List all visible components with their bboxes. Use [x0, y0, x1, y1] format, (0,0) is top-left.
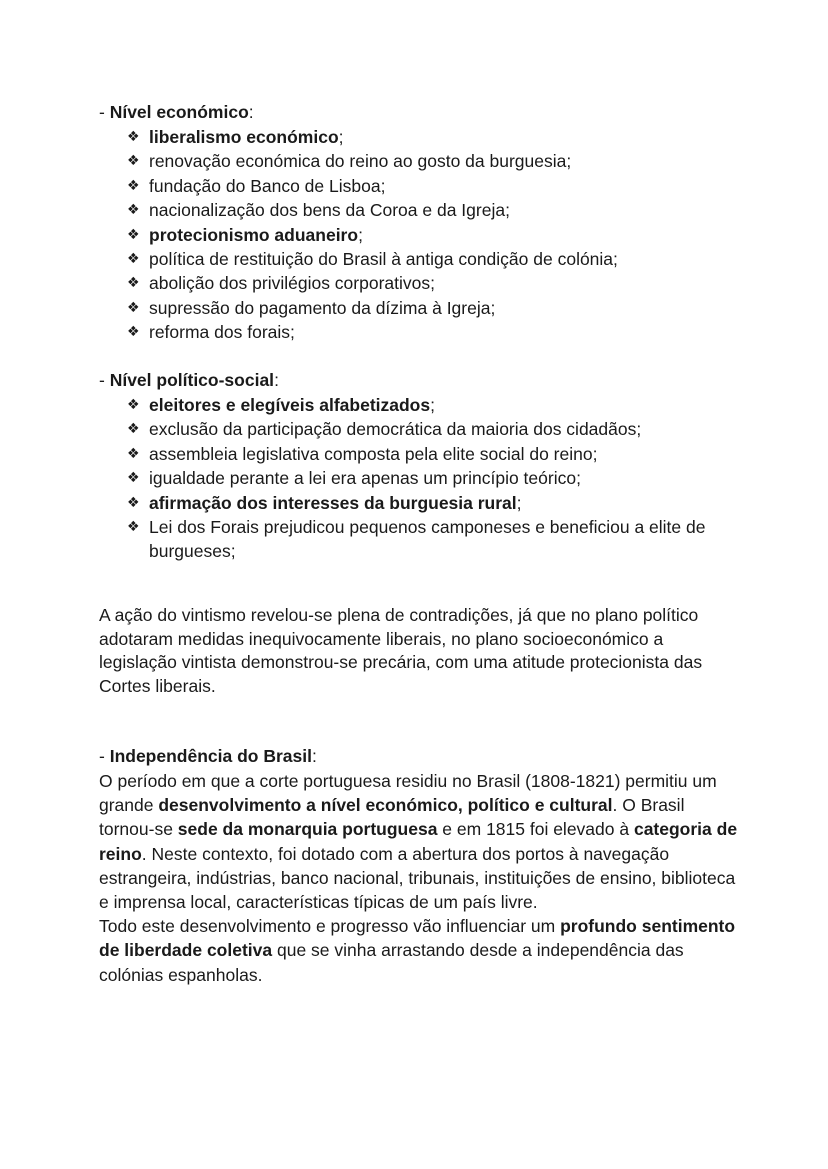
text-run: ;	[430, 395, 435, 415]
heading-prefix: -	[99, 102, 110, 122]
text-run: ;	[358, 224, 363, 245]
list-item	[127, 149, 737, 173]
diamond-bullet-icon: ❖	[127, 275, 140, 292]
diamond-bullet-icon: ❖	[127, 519, 140, 536]
diamond-bullet-icon: ❖	[127, 153, 140, 170]
bold-run: protecionismo aduaneiro	[149, 224, 359, 245]
heading-text: Nível económico	[109, 102, 249, 122]
bold-run: afirmação dos interesses da burguesia rural	[149, 492, 517, 513]
bold-run: sede da monarquia portuguesa	[177, 819, 438, 840]
list-item	[127, 417, 737, 441]
list-item-text	[149, 127, 344, 147]
diamond-bullet-icon: ❖	[127, 470, 140, 487]
text-run: O período em que a corte portuguesa residiu no Brasil (1808-1821) permitiu um grande	[99, 771, 717, 816]
list-item	[127, 442, 737, 466]
list-item	[127, 125, 737, 149]
list-item-text	[149, 273, 435, 293]
list-nivel-politico-social	[127, 393, 737, 564]
list-item-text	[149, 151, 571, 171]
diamond-bullet-icon: ❖	[127, 421, 140, 438]
diamond-bullet-icon: ❖	[127, 445, 140, 462]
heading-suffix: :	[274, 370, 279, 390]
list-item-text	[149, 322, 295, 342]
list-item-text	[149, 468, 581, 488]
diamond-bullet-icon: ❖	[127, 129, 140, 145]
list-item-text	[149, 176, 385, 196]
diamond-bullet-icon: ❖	[127, 324, 140, 341]
list-item	[127, 198, 737, 222]
list-item	[127, 515, 737, 564]
list-item-text	[149, 517, 705, 561]
text-run: . Neste contexto, foi dotado com a abertura dos portos à navegação estrangeira, indústrias, banco nacional, tribunais, instituições de ensino, biblioteca e imprensa local, características típicas de um país livre.	[99, 843, 736, 913]
text-run: . O Brasil tornou-se	[99, 795, 685, 840]
list-item-text	[149, 298, 495, 318]
heading-nivel-economico	[99, 100, 254, 124]
heading-text: Nível político-social	[109, 370, 275, 390]
text-run: assembleia legislativa composta pela elite social do reino;	[149, 443, 598, 464]
list-item-text	[149, 444, 597, 464]
bold-run: categoria de reino	[99, 819, 738, 864]
list-item-text	[149, 493, 522, 513]
text-run: reforma dos forais;	[149, 322, 295, 343]
text-run: supressão do pagamento da dízima à Igreja;	[149, 297, 496, 318]
list-item-text	[149, 249, 618, 269]
text-run: abolição dos privilégios corporativos;	[149, 273, 435, 294]
text-run: Todo este desenvolvimento e progresso vão influenciar um	[99, 916, 561, 937]
text-run: ;	[516, 492, 522, 513]
heading-suffix: :	[248, 102, 254, 122]
diamond-bullet-icon: ❖	[127, 251, 140, 268]
text-run: Lei dos Forais prejudicou pequenos camponeses e beneficiou a elite de burgueses;	[149, 517, 706, 562]
diamond-bullet-icon: ❖	[127, 202, 140, 219]
heading-independencia-brasil	[99, 744, 317, 768]
bold-run: liberalismo económico	[149, 127, 339, 147]
list-item-text	[149, 395, 435, 415]
heading-text: Independência do Brasil	[109, 746, 312, 766]
list-item	[127, 223, 737, 247]
list-item-text	[149, 200, 510, 220]
list-item	[127, 174, 737, 198]
heading-prefix: -	[99, 746, 110, 766]
text-run: política de restituição do Brasil à antiga condição de colónia;	[149, 249, 618, 270]
diamond-bullet-icon: ❖	[127, 299, 140, 316]
paragraph-vintismo: A ação do vintismo revelou-se plena de contradições, já que no plano político adotaram medidas inequivocamente liberais, no plano socioeconómico a legislação vintista demonstrou-se precária, com uma atitude protecionista das Cortes liberais.	[99, 605, 703, 696]
bold-run: profundo sentimento de liberdade coletiva	[99, 916, 736, 961]
list-item	[127, 320, 737, 344]
heading-suffix: :	[311, 746, 317, 766]
diamond-bullet-icon: ❖	[127, 177, 140, 194]
list-item-text	[149, 419, 641, 439]
list-item	[127, 466, 737, 490]
list-item	[127, 296, 737, 320]
paragraph-brasil	[99, 769, 739, 987]
bold-run: desenvolvimento a nível económico, político e cultural	[158, 795, 613, 816]
text-run: ;	[338, 127, 344, 147]
list-item-text	[149, 225, 363, 245]
list-nivel-economico	[127, 125, 737, 345]
text-run: renovação económica do reino ao gosto da burguesia;	[149, 151, 572, 172]
heading-prefix: -	[99, 370, 110, 390]
list-item	[127, 491, 737, 515]
list-item	[127, 247, 737, 271]
text-run: exclusão da participação democrática da maioria dos cidadãos;	[149, 419, 642, 440]
diamond-bullet-icon: ❖	[127, 494, 140, 511]
bold-run: eleitores e elegíveis alfabetizados	[149, 395, 431, 415]
heading-nivel-politico-social	[99, 368, 279, 392]
diamond-bullet-icon: ❖	[127, 397, 140, 413]
diamond-bullet-icon: ❖	[127, 226, 140, 243]
text-run: igualdade perante a lei era apenas um princípio teórico;	[149, 468, 581, 489]
list-item	[127, 393, 737, 417]
text-run: nacionalização dos bens da Coroa e da Igreja;	[149, 200, 510, 221]
text-run: que se vinha arrastando desde a independência das colónias espanholas.	[99, 940, 684, 985]
list-item	[127, 271, 737, 295]
text-run: e em 1815 foi elevado à	[437, 819, 634, 840]
text-run: fundação do Banco de Lisboa;	[149, 175, 386, 196]
